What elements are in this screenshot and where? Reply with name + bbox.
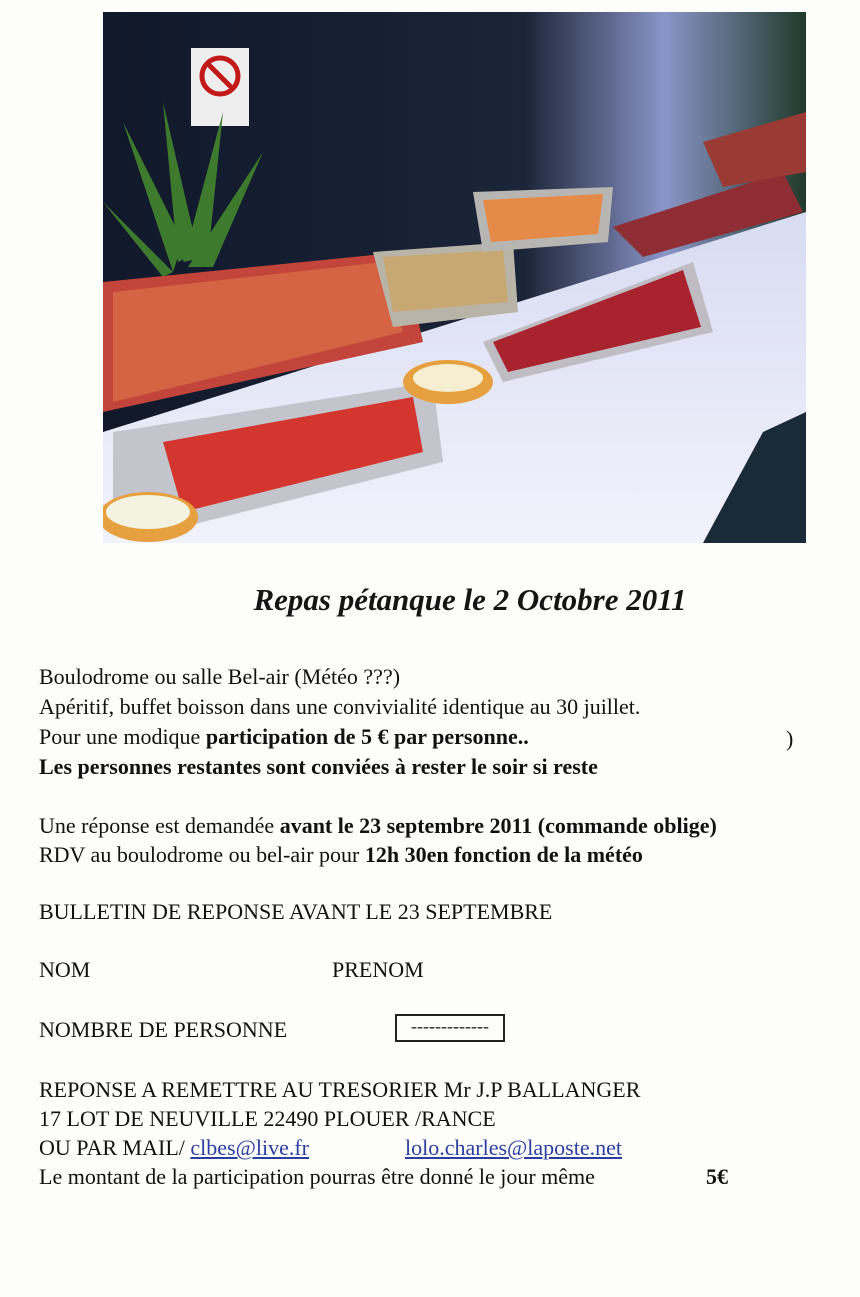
rdv-line <box>39 842 643 868</box>
participation-amount: participation de 5 € par personne.. <box>205 724 529 749</box>
buffet-photo <box>103 12 806 543</box>
email-link-clbes[interactable]: clbes@live.fr <box>190 1135 309 1160</box>
response-deadline-line <box>39 813 717 839</box>
rdv-intro: RDV au boulodrome ou bel-air pour <box>39 842 365 867</box>
prenom-label: PRENOM <box>332 957 424 982</box>
location-line: Boulodrome ou salle Bel-air (Météo ???) <box>39 664 401 689</box>
treasurer-line: REPONSE A REMETTRE AU TRESORIER Mr J.P BALLANGER <box>39 1077 641 1102</box>
email-link-lolo-wrap <box>405 1135 622 1161</box>
mail-intro: OU PAR MAIL/ <box>39 1135 191 1160</box>
participation-line <box>39 724 529 750</box>
response-intro: Une réponse est demandée <box>39 813 280 838</box>
email-link-lolo[interactable]: lolo.charles@laposte.net <box>405 1135 622 1160</box>
nom-label: NOM <box>39 957 91 982</box>
response-deadline: avant le 23 septembre 2011 (commande oblige) <box>279 813 717 838</box>
payment-line: Le montant de la participation pourras être donné le jour même <box>39 1164 595 1189</box>
address-line: 17 LOT DE NEUVILLE 22490 PLOUER /RANCE <box>39 1106 496 1131</box>
aperitif-line: Apéritif, buffet boisson dans une convivialité identique au 30 juillet. <box>39 694 641 719</box>
evening-line: Les personnes restantes sont conviées à rester le soir si reste <box>39 754 598 779</box>
nombre-label: NOMBRE DE PERSONNE <box>39 1017 288 1042</box>
mail-line <box>39 1135 309 1161</box>
bulletin-heading: BULLETIN DE REPONSE AVANT LE 23 SEPTEMBRE <box>39 899 553 924</box>
rdv-time: 12h 30en fonction de la météo <box>364 842 643 867</box>
page-title: Repas pétanque le 2 Octobre 2011 <box>253 582 687 617</box>
payment-amount: 5€ <box>706 1164 728 1189</box>
nombre-input-box[interactable]: ------------- <box>395 1014 505 1042</box>
participation-intro: Pour une modique <box>39 724 206 749</box>
closing-paren: ) <box>786 726 794 751</box>
